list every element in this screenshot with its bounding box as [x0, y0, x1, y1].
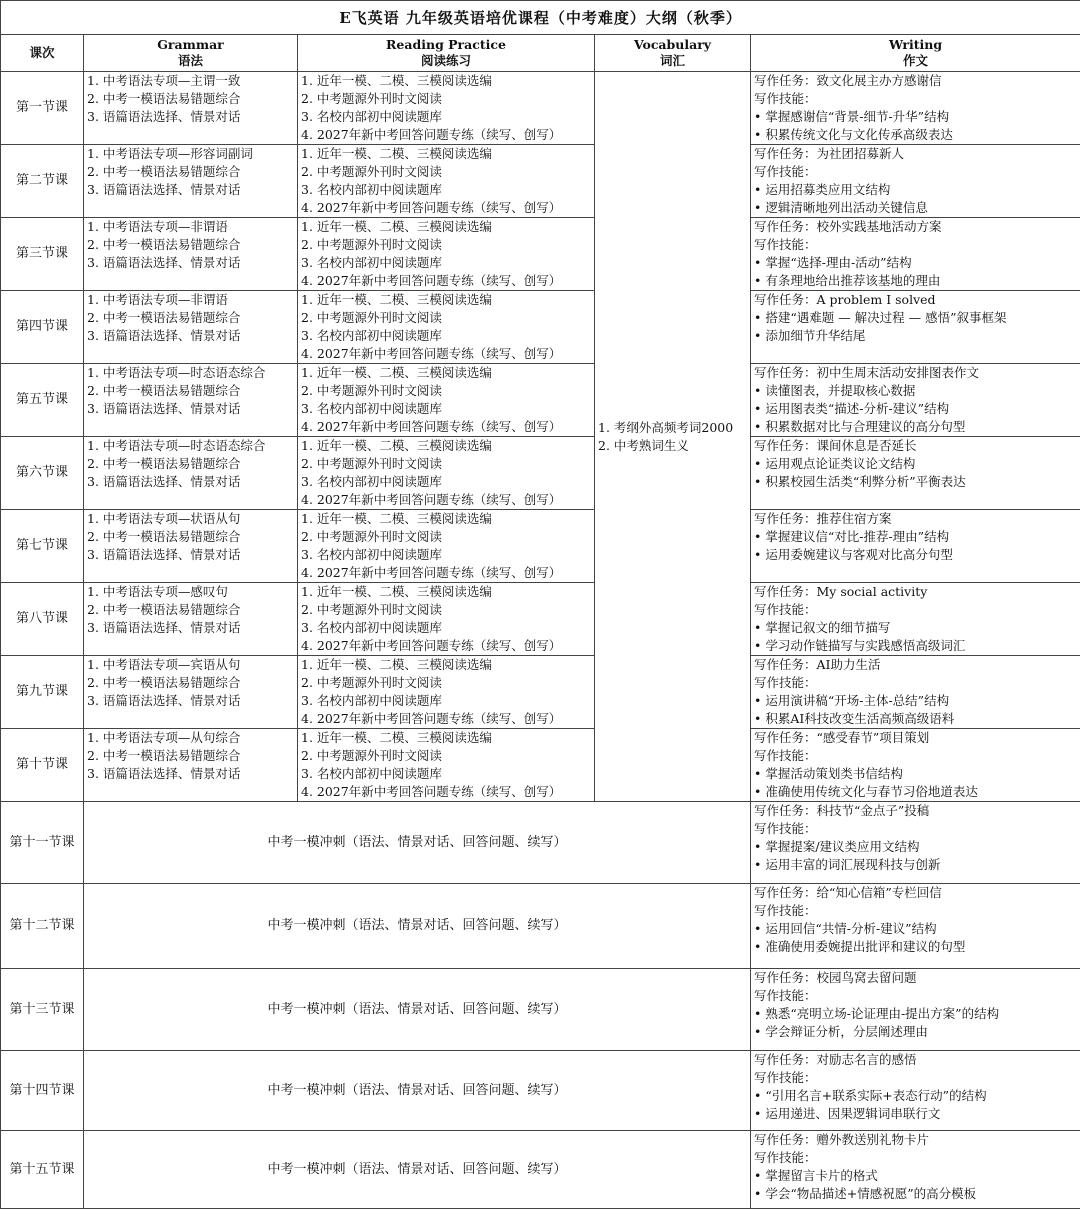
grammar-item: 1. 中考语法专项—主谓一致	[87, 72, 294, 90]
reading-cell	[298, 656, 595, 729]
reading-item: 1. 近年一模、二模、三模阅读选编	[301, 729, 591, 747]
reading-item: 2. 中考题源外刊时文阅读	[301, 528, 591, 546]
table-row	[1, 145, 1080, 218]
header-reading-zh: 阅读练习	[301, 53, 591, 69]
writing-item: 写作任务：课间休息是否延长	[754, 437, 1077, 455]
writing-item: • 添加细节升华结尾	[754, 327, 1077, 345]
reading-item: 2. 中考题源外刊时文阅读	[301, 309, 591, 327]
grammar-item: 1. 中考语法专项—时态语态综合	[87, 364, 294, 382]
writing-item: 写作任务：A problem I solved	[754, 291, 1077, 309]
table-row	[1, 291, 1080, 364]
grammar-cell	[84, 291, 298, 364]
header-grammar	[84, 35, 298, 72]
writing-item: • 掌握建议信“对比-推荐-理由”结构	[754, 528, 1077, 546]
writing-item: • 运用招募类应用文结构	[754, 181, 1077, 199]
table-row	[1, 218, 1080, 291]
reading-item: 1. 近年一模、二模、三模阅读选编	[301, 364, 591, 382]
sprint-cell: 中考一模冲刺（语法、情景对话、回答问题、续写）	[84, 884, 751, 969]
writing-item: 写作技能：	[754, 1149, 1077, 1167]
writing-item: • 掌握记叙文的细节描写	[754, 619, 1077, 637]
grammar-item: 2. 中考一模语法易错题综合	[87, 90, 294, 108]
grammar-item: 2. 中考一模语法易错题综合	[87, 163, 294, 181]
reading-item: 4. 2027年新中考回答问题专练（续写、创写）	[301, 783, 591, 801]
reading-cell	[298, 291, 595, 364]
lesson-name: 第十一节课	[1, 802, 84, 884]
writing-item: • 掌握感谢信“背景-细节-升华”结构	[754, 108, 1077, 126]
reading-cell	[298, 510, 595, 583]
grammar-item: 1. 中考语法专项—宾语从句	[87, 656, 294, 674]
lesson-name: 第三节课	[1, 218, 84, 291]
grammar-cell	[84, 72, 298, 145]
sprint-cell: 中考一模冲刺（语法、情景对话、回答问题、续写）	[84, 1051, 751, 1131]
writing-item: • 积累校园生活类“利弊分析”平衡表达	[754, 473, 1077, 491]
table-row	[1, 656, 1080, 729]
reading-item: 2. 中考题源外刊时文阅读	[301, 382, 591, 400]
reading-item: 2. 中考题源外刊时文阅读	[301, 90, 591, 108]
writing-item: 写作技能：	[754, 747, 1077, 765]
page-title: E飞英语 九年级英语培优课程（中考难度）大纲（秋季）	[1, 1, 1080, 35]
writing-cell	[751, 291, 1080, 364]
writing-cell	[751, 802, 1080, 884]
reading-item: 3. 名校内部初中阅读题库	[301, 692, 591, 710]
header-reading-en: Reading Practice	[301, 37, 591, 53]
vocabulary-cell	[595, 72, 751, 802]
writing-item: 写作技能：	[754, 236, 1077, 254]
reading-item: 2. 中考题源外刊时文阅读	[301, 747, 591, 765]
writing-item: 写作任务：“感受春节”项目策划	[754, 729, 1077, 747]
writing-cell	[751, 656, 1080, 729]
writing-item: • 运用委婉建议与客观对比高分句型	[754, 546, 1077, 564]
writing-item: • 有条理地给出推荐该基地的理由	[754, 272, 1077, 290]
writing-item: • 运用回信“共情-分析-建议”结构	[754, 920, 1077, 938]
grammar-item: 2. 中考一模语法易错题综合	[87, 309, 294, 327]
writing-item: 写作技能：	[754, 90, 1077, 108]
grammar-item: 3. 语篇语法选择、情景对话	[87, 108, 294, 126]
writing-item: 写作技能：	[754, 163, 1077, 181]
writing-item: 写作任务：初中生周末活动安排图表作文	[754, 364, 1077, 382]
writing-item: • 运用丰富的词汇展现科技与创新	[754, 856, 1077, 874]
header-vocab-zh: 词汇	[598, 53, 747, 69]
writing-item: • 运用演讲稿“开场-主体-总结”结构	[754, 692, 1077, 710]
table-body	[1, 72, 1080, 1209]
writing-cell	[751, 884, 1080, 969]
lesson-name: 第五节课	[1, 364, 84, 437]
table-row	[1, 437, 1080, 510]
writing-item: 写作任务：My social activity	[754, 583, 1077, 601]
reading-item: 1. 近年一模、二模、三模阅读选编	[301, 583, 591, 601]
reading-item: 3. 名校内部初中阅读题库	[301, 108, 591, 126]
table-row	[1, 802, 1080, 884]
reading-item: 1. 近年一模、二模、三模阅读选编	[301, 656, 591, 674]
writing-item: 写作技能：	[754, 1069, 1077, 1087]
writing-cell	[751, 145, 1080, 218]
grammar-item: 2. 中考一模语法易错题综合	[87, 601, 294, 619]
grammar-cell	[84, 145, 298, 218]
writing-item: 写作技能：	[754, 674, 1077, 692]
reading-item: 4. 2027年新中考回答问题专练（续写、创写）	[301, 564, 591, 582]
reading-item: 1. 近年一模、二模、三模阅读选编	[301, 145, 591, 163]
header-writing-en: Writing	[754, 37, 1077, 53]
reading-item: 4. 2027年新中考回答问题专练（续写、创写）	[301, 345, 591, 363]
header-reading	[298, 35, 595, 72]
reading-item: 4. 2027年新中考回答问题专练（续写、创写）	[301, 710, 591, 728]
lesson-name: 第十节课	[1, 729, 84, 802]
writing-item: • 运用递进、因果逻辑词串联行文	[754, 1105, 1077, 1123]
grammar-cell	[84, 510, 298, 583]
writing-item: • 掌握“选择-理由-活动”结构	[754, 254, 1077, 272]
reading-item: 2. 中考题源外刊时文阅读	[301, 236, 591, 254]
grammar-item: 3. 语篇语法选择、情景对话	[87, 473, 294, 491]
lesson-name: 第六节课	[1, 437, 84, 510]
table-row	[1, 364, 1080, 437]
reading-item: 4. 2027年新中考回答问题专练（续写、创写）	[301, 126, 591, 144]
writing-item: • 学会“物品描述+情感祝愿”的高分模板	[754, 1185, 1077, 1203]
writing-item: • 运用图表类“描述-分析-建议”结构	[754, 400, 1077, 418]
writing-cell	[751, 437, 1080, 510]
grammar-item: 2. 中考一模语法易错题综合	[87, 528, 294, 546]
vocab-item: 2. 中考熟词生义	[598, 437, 747, 455]
reading-item: 2. 中考题源外刊时文阅读	[301, 163, 591, 181]
header-writing	[751, 35, 1080, 72]
grammar-item: 2. 中考一模语法易错题综合	[87, 455, 294, 473]
writing-item: • 读懂图表，并提取核心数据	[754, 382, 1077, 400]
grammar-item: 3. 语篇语法选择、情景对话	[87, 254, 294, 272]
lesson-name: 第十五节课	[1, 1131, 84, 1209]
table-row	[1, 1051, 1080, 1131]
reading-item: 3. 名校内部初中阅读题库	[301, 400, 591, 418]
reading-cell	[298, 364, 595, 437]
reading-item: 4. 2027年新中考回答问题专练（续写、创写）	[301, 491, 591, 509]
table-row	[1, 1131, 1080, 1209]
lesson-name: 第十四节课	[1, 1051, 84, 1131]
reading-item: 3. 名校内部初中阅读题库	[301, 181, 591, 199]
reading-item: 3. 名校内部初中阅读题库	[301, 327, 591, 345]
reading-item: 2. 中考题源外刊时文阅读	[301, 455, 591, 473]
header-vocab-en: Vocabulary	[598, 37, 747, 53]
writing-item: • 准确使用传统文化与春节习俗地道表达	[754, 783, 1077, 801]
grammar-item: 3. 语篇语法选择、情景对话	[87, 327, 294, 345]
reading-item: 2. 中考题源外刊时文阅读	[301, 601, 591, 619]
writing-item: 写作任务：赠外教送别礼物卡片	[754, 1131, 1077, 1149]
reading-item: 4. 2027年新中考回答问题专练（续写、创写）	[301, 199, 591, 217]
grammar-item: 2. 中考一模语法易错题综合	[87, 236, 294, 254]
writing-item: 写作任务：校外实践基地活动方案	[754, 218, 1077, 236]
table-row	[1, 510, 1080, 583]
writing-item: • 搭建“遇难题 — 解决过程 — 感悟”叙事框架	[754, 309, 1077, 327]
reading-cell	[298, 583, 595, 656]
sprint-cell: 中考一模冲刺（语法、情景对话、回答问题、续写）	[84, 969, 751, 1051]
writing-item: • 逻辑清晰地列出活动关键信息	[754, 199, 1077, 217]
grammar-item: 3. 语篇语法选择、情景对话	[87, 765, 294, 783]
writing-cell	[751, 729, 1080, 802]
header-row	[1, 35, 1080, 72]
grammar-cell	[84, 437, 298, 510]
writing-item: 写作任务：对励志名言的感悟	[754, 1051, 1077, 1069]
grammar-cell	[84, 364, 298, 437]
table-row	[1, 729, 1080, 802]
reading-item: 3. 名校内部初中阅读题库	[301, 546, 591, 564]
writing-cell	[751, 1051, 1080, 1131]
writing-item: • 准确使用委婉提出批评和建议的句型	[754, 938, 1077, 956]
grammar-cell	[84, 583, 298, 656]
writing-item: 写作技能：	[754, 820, 1077, 838]
writing-item: 写作技能：	[754, 601, 1077, 619]
grammar-item: 1. 中考语法专项—状语从句	[87, 510, 294, 528]
writing-item: • 学习动作链描写与实践感悟高级词汇	[754, 637, 1077, 655]
writing-cell	[751, 72, 1080, 145]
lesson-name: 第七节课	[1, 510, 84, 583]
writing-cell	[751, 510, 1080, 583]
writing-item: • “引用名言+联系实际+表态行动”的结构	[754, 1087, 1077, 1105]
writing-item: • 积累传统文化与文化传承高级表达	[754, 126, 1077, 144]
reading-cell	[298, 145, 595, 218]
writing-item: 写作任务：校园鸟窝去留问题	[754, 969, 1077, 987]
lesson-name: 第九节课	[1, 656, 84, 729]
writing-cell	[751, 969, 1080, 1051]
reading-item: 1. 近年一模、二模、三模阅读选编	[301, 72, 591, 90]
writing-item: 写作任务：科技节“金点子”投稿	[754, 802, 1077, 820]
reading-item: 4. 2027年新中考回答问题专练（续写、创写）	[301, 418, 591, 436]
table-row	[1, 583, 1080, 656]
reading-item: 3. 名校内部初中阅读题库	[301, 473, 591, 491]
reading-cell	[298, 437, 595, 510]
writing-item: 写作任务：AI助力生活	[754, 656, 1077, 674]
sprint-cell: 中考一模冲刺（语法、情景对话、回答问题、续写）	[84, 1131, 751, 1209]
vocab-item: 1. 考纲外高频考词2000	[598, 419, 747, 437]
grammar-item: 1. 中考语法专项—非谓语	[87, 291, 294, 309]
reading-cell	[298, 72, 595, 145]
header-grammar-zh: 语法	[87, 53, 294, 69]
grammar-item: 2. 中考一模语法易错题综合	[87, 747, 294, 765]
reading-item: 2. 中考题源外刊时文阅读	[301, 674, 591, 692]
reading-cell	[298, 729, 595, 802]
writing-cell	[751, 218, 1080, 291]
writing-item: • 掌握留言卡片的格式	[754, 1167, 1077, 1185]
grammar-item: 3. 语篇语法选择、情景对话	[87, 181, 294, 199]
reading-item: 1. 近年一模、二模、三模阅读选编	[301, 437, 591, 455]
lesson-name: 第八节课	[1, 583, 84, 656]
table-row	[1, 72, 1080, 145]
header-vocabulary	[595, 35, 751, 72]
writing-item: 写作任务：致文化展主办方感谢信	[754, 72, 1077, 90]
sprint-cell: 中考一模冲刺（语法、情景对话、回答问题、续写）	[84, 802, 751, 884]
lesson-name: 第四节课	[1, 291, 84, 364]
reading-item: 1. 近年一模、二模、三模阅读选编	[301, 291, 591, 309]
writing-item: 写作任务：给“知心信箱”专栏回信	[754, 884, 1077, 902]
grammar-item: 3. 语篇语法选择、情景对话	[87, 400, 294, 418]
writing-item: • 掌握提案/建议类应用文结构	[754, 838, 1077, 856]
grammar-item: 1. 中考语法专项—非谓语	[87, 218, 294, 236]
writing-item: 写作任务：为社团招募新人	[754, 145, 1077, 163]
grammar-cell	[84, 656, 298, 729]
writing-cell	[751, 583, 1080, 656]
header-grammar-en: Grammar	[87, 37, 294, 53]
writing-item: • 积累数据对比与合理建议的高分句型	[754, 418, 1077, 436]
reading-item: 3. 名校内部初中阅读题库	[301, 254, 591, 272]
lesson-name: 第十二节课	[1, 884, 84, 969]
reading-item: 3. 名校内部初中阅读题库	[301, 765, 591, 783]
grammar-item: 2. 中考一模语法易错题综合	[87, 382, 294, 400]
writing-cell	[751, 1131, 1080, 1209]
reading-item: 3. 名校内部初中阅读题库	[301, 619, 591, 637]
reading-item: 4. 2027年新中考回答问题专练（续写、创写）	[301, 637, 591, 655]
grammar-item: 1. 中考语法专项—形容词副词	[87, 145, 294, 163]
writing-item: 写作任务：推荐住宿方案	[754, 510, 1077, 528]
writing-item: 写作技能：	[754, 902, 1077, 920]
grammar-item: 1. 中考语法专项—时态语态综合	[87, 437, 294, 455]
grammar-cell	[84, 218, 298, 291]
reading-cell	[298, 218, 595, 291]
reading-item: 1. 近年一模、二模、三模阅读选编	[301, 218, 591, 236]
writing-cell	[751, 364, 1080, 437]
grammar-item: 1. 中考语法专项—从句综合	[87, 729, 294, 747]
grammar-cell	[84, 729, 298, 802]
writing-item: • 掌握活动策划类书信结构	[754, 765, 1077, 783]
grammar-item: 2. 中考一模语法易错题综合	[87, 674, 294, 692]
reading-item: 1. 近年一模、二模、三模阅读选编	[301, 510, 591, 528]
writing-item: • 学会辩证分析，分层阐述理由	[754, 1023, 1077, 1041]
grammar-item: 3. 语篇语法选择、情景对话	[87, 546, 294, 564]
lesson-name: 第二节课	[1, 145, 84, 218]
header-lesson: 课次	[1, 35, 84, 72]
grammar-item: 1. 中考语法专项—感叹句	[87, 583, 294, 601]
lesson-name: 第十三节课	[1, 969, 84, 1051]
writing-item: 写作技能：	[754, 987, 1077, 1005]
table-row	[1, 969, 1080, 1051]
writing-item: • 积累AI科技改变生活高频高级语料	[754, 710, 1077, 728]
lesson-name: 第一节课	[1, 72, 84, 145]
writing-item: • 运用观点论证类议论文结构	[754, 455, 1077, 473]
table-row	[1, 884, 1080, 969]
reading-item: 4. 2027年新中考回答问题专练（续写、创写）	[301, 272, 591, 290]
writing-item: • 熟悉“亮明立场-论证理由-提出方案”的结构	[754, 1005, 1077, 1023]
grammar-item: 3. 语篇语法选择、情景对话	[87, 619, 294, 637]
grammar-item: 3. 语篇语法选择、情景对话	[87, 692, 294, 710]
header-writing-zh: 作文	[754, 53, 1077, 69]
